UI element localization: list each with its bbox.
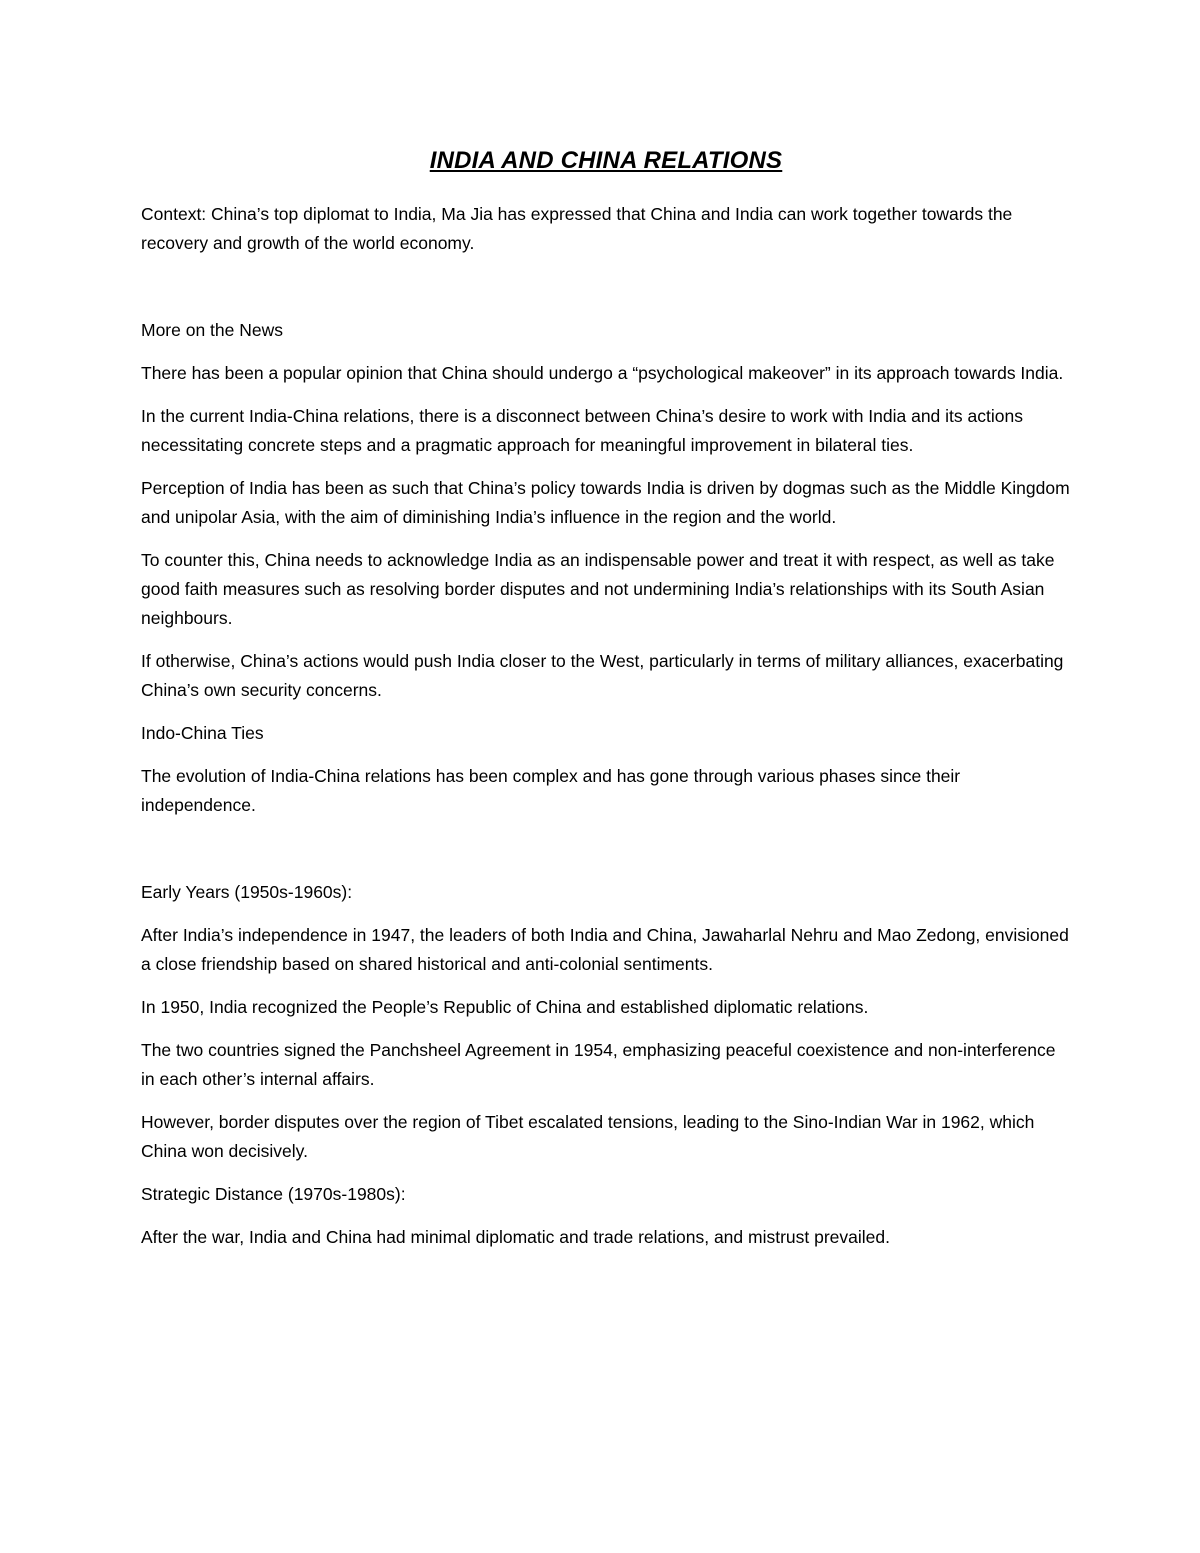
blank-line bbox=[141, 834, 1071, 878]
heading-early-years: Early Years (1950s-1960s): bbox=[141, 882, 353, 902]
paragraph-otherwise: If otherwise, China’s actions would push India closer to the West, particularly in terms of military alliances, exacerbating China’s own security concerns. bbox=[141, 651, 1064, 700]
paragraph-independence: After India’s independence in 1947, the leaders of both India and China, Jawaharlal Nehru and Mao Zedong, envisioned a close friendship based on shared historical and anti-colonial sentiments. bbox=[141, 925, 1069, 974]
paragraph-popular-opinion: There has been a popular opinion that China should undergo a “psychological makeover” in its approach towards India. bbox=[141, 363, 1064, 383]
paragraph-after-war: After the war, India and China had minimal diplomatic and trade relations, and mistrust prevailed. bbox=[141, 1227, 891, 1247]
paragraph-perception: Perception of India has been as such that China’s policy towards India is driven by dogmas such as the Middle Kingdom and unipolar Asia, with the aim of diminishing India’s influence in the region and the world. bbox=[141, 478, 1070, 527]
paragraph-context: Context: China’s top diplomat to India, Ma Jia has expressed that China and India can work together towards the recovery and growth of the world economy. bbox=[141, 204, 1013, 253]
document-title: INDIA AND CHINA RELATIONS bbox=[429, 147, 783, 174]
heading-more-on-the-news: More on the News bbox=[141, 320, 284, 340]
document-content bbox=[141, 146, 1071, 1266]
paragraph-evolution: The evolution of India-China relations has been complex and has gone through various phases since their independence. bbox=[141, 766, 961, 815]
paragraph-1950: In 1950, India recognized the People’s Republic of China and established diplomatic relations. bbox=[141, 997, 869, 1017]
blank-line bbox=[141, 272, 1071, 316]
paragraph-border-disputes: However, border disputes over the region of Tibet escalated tensions, leading to the Sino-Indian War in 1962, which China won decisively. bbox=[141, 1112, 1035, 1161]
paragraph-counter: To counter this, China needs to acknowledge India as an indispensable power and treat it with respect, as well as take good faith measures such as resolving border disputes and not undermining India’s relationships with its South Asian neighbours. bbox=[141, 550, 1055, 628]
paragraph-panchsheel: The two countries signed the Panchsheel Agreement in 1954, emphasizing peaceful coexistence and non-interference in each other’s internal affairs. bbox=[141, 1040, 1056, 1089]
paragraph-current-relations: In the current India-China relations, there is a disconnect between China’s desire to work with India and its actions necessitating concrete steps and a pragmatic approach for meaningful improvement in bilateral ties. bbox=[141, 406, 1023, 455]
heading-indo-china-ties: Indo-China Ties bbox=[141, 723, 264, 743]
heading-strategic-distance: Strategic Distance (1970s-1980s): bbox=[141, 1184, 406, 1204]
